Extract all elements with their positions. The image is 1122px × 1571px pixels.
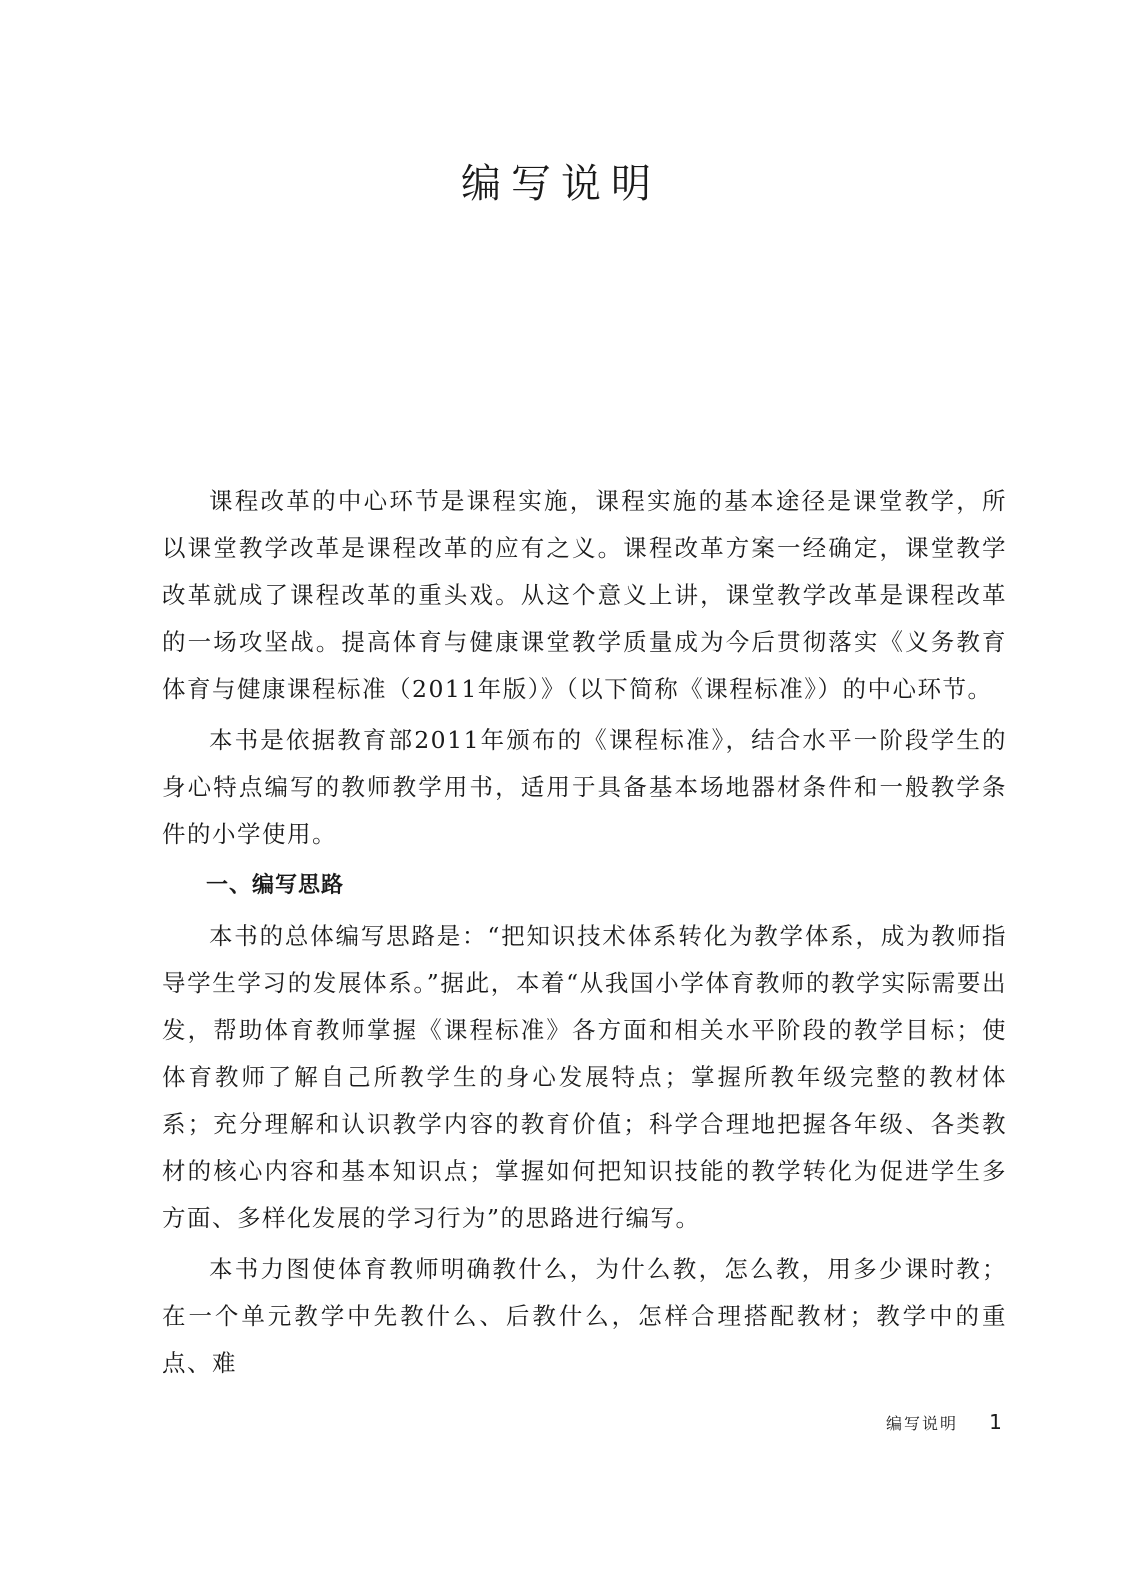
page-title: 编写说明	[461, 161, 661, 207]
document-body	[162, 478, 1007, 1391]
page-footer	[886, 1410, 1002, 1434]
section-paragraph-2: 本书力图使体育教师明确教什么，为什么教，怎么教，用多少课时教；在一个单元教学中先教什么、后教什么，怎样合理搭配教材；教学中的重点、难	[162, 1255, 1007, 1377]
section-heading: 一、编写思路	[206, 873, 345, 898]
section-paragraph-1: 本书的总体编写思路是：“把知识技术体系转化为教学体系，成为教师指导学生学习的发展体系。”据此，本着“从我国小学体育教师的教学实际需要出发，帮助体育教师掌握《课程标准》各方面和相关水平阶段的教学目标；使体育教师了解自己所教学生的身心发展特点；掌握所教年级完整的教材体系；充分理解和认识教学内容的教育价值；科学合理地把握各年级、各类教材的核心内容和基本知识点；掌握如何把知识技能的教学转化为促进学生多方面、多样化发展的学习行为”的思路进行编写。	[162, 922, 1007, 1232]
intro-paragraph-2: 本书是依据教育部2011年颁布的《课程标准》，结合水平一阶段学生的身心特点编写的教师教学用书，适用于具备基本场地器材条件和一般教学条件的小学使用。	[162, 726, 1007, 848]
intro-paragraph-1: 课程改革的中心环节是课程实施，课程实施的基本途径是课堂教学，所以课堂教学改革是课程改革的应有之义。课程改革方案一经确定，课堂教学改革就成了课程改革的重头戏。从这个意义上讲，课堂教学改革是课程改革的一场攻坚战。提高体育与健康课堂教学质量成为今后贯彻落实《义务教育体育与健康课程标准（2011年版）》（以下简称《课程标准》）的中心环节。	[162, 487, 1007, 703]
running-title: 编写说明	[886, 1414, 959, 1433]
page-number: 1	[989, 1410, 1002, 1434]
